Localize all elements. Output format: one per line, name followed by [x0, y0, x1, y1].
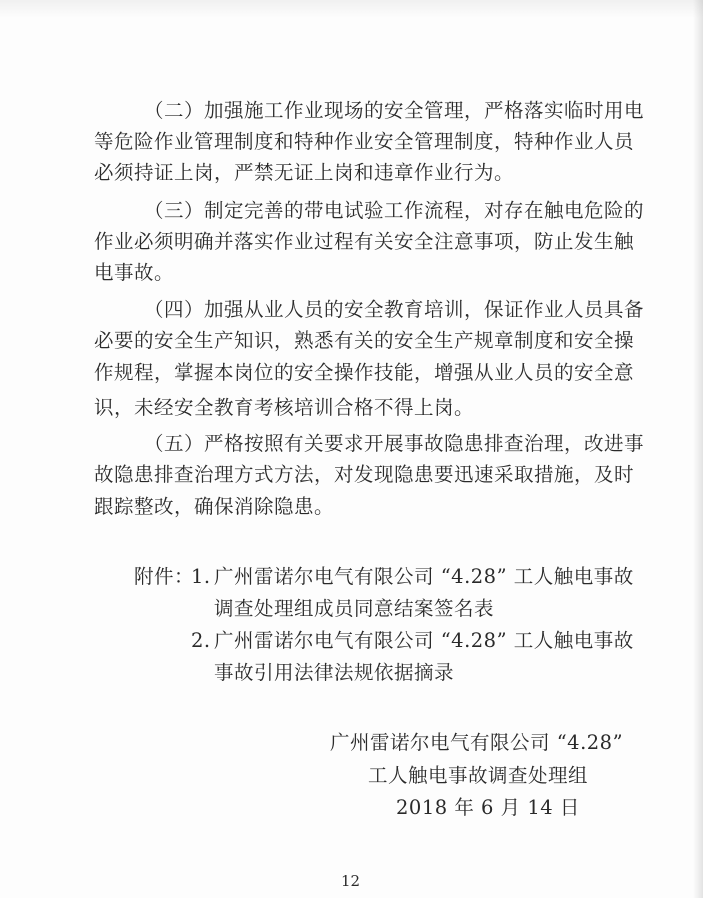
paragraph-4-line-1: （四）加强从业人员的安全教育培训，保证作业人员具备 [144, 298, 645, 321]
paragraph-2-line-1: （二）加强施工作业现场的安全管理，严格落实临时用电 [144, 99, 645, 122]
paragraph-5-line-1: （五）严格按照有关要求开展事故隐患排查治理，改进事 [144, 432, 645, 455]
paragraph-3-line-1: （三）制定完善的带电试验工作流程，对存在触电危险的 [144, 199, 645, 222]
paragraph-4-line-2: 必要的安全生产知识，熟悉有关的安全生产规章制度和安全操 [94, 329, 635, 352]
signature-org-line-1: 广州雷诺尔电气有限公司 “4.28” [330, 731, 624, 754]
paragraph-3-line-3: 电事故。 [94, 261, 175, 284]
paragraph-4-line-4: 识，未经安全教育考核培训合格不得上岗。 [94, 396, 475, 419]
signature-date: 2018 年 6 月 14 日 [396, 796, 580, 819]
paragraph-3-line-2: 作业必须明确并落实作业过程有关安全注意事项，防止发生触 [94, 230, 635, 253]
attachment-2-line-1: 广州雷诺尔电气有限公司 “4.28” 工人触电事故 [214, 629, 634, 652]
paragraph-5-line-2: 故隐患排查治理方式方法，对发现隐患要迅速采取措施，及时 [94, 463, 635, 486]
attachment-1-line-2: 调查处理组成员同意结案签名表 [214, 597, 495, 620]
scan-shadow [0, 0, 703, 18]
paragraph-2-line-3: 必须持证上岗，严禁无证上岗和违章作业行为。 [94, 161, 515, 184]
page-number: 12 [341, 872, 361, 890]
attachment-1-line-1: 广州雷诺尔电气有限公司 “4.28” 工人触电事故 [214, 565, 634, 588]
scan-edge [693, 0, 703, 898]
attachments-label: 附件： [134, 565, 195, 588]
paragraph-2-line-2: 等危险作业管理制度和特种作业安全管理制度，特种作业人员 [94, 130, 635, 153]
paragraph-4-line-3: 作规程，掌握本岗位的安全操作技能，增强从业人员的安全意 [94, 361, 635, 384]
paragraph-5-line-3: 跟踪整改，确保消除隐患。 [94, 495, 335, 518]
attachment-2-line-2: 事故引用法律法规依据摘录 [214, 661, 455, 684]
attachment-1-number: 1. [191, 565, 211, 588]
attachment-2-number: 2. [191, 629, 211, 652]
signature-org-line-2: 工人触电事故调查处理组 [368, 764, 589, 787]
